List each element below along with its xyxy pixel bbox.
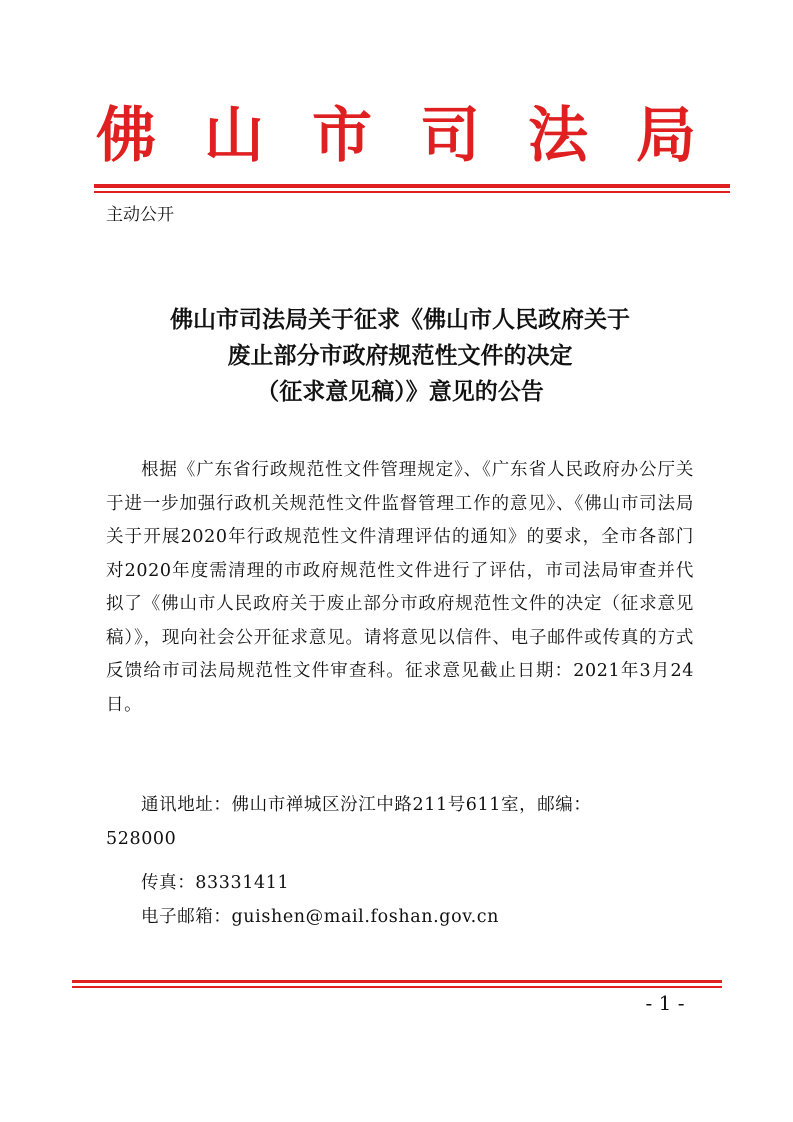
letterhead-char: 山 [204, 101, 264, 171]
contact-fax: 传真：83331411 [141, 873, 290, 893]
contact-address-block [106, 789, 694, 856]
title-line-2: 废止部分市政府规范性文件的决定 [227, 342, 573, 369]
contact-email: 电子邮箱：guishen@mail.foshan.gov.cn [141, 907, 500, 927]
letterhead-char: 法 [528, 101, 588, 171]
disclosure-label: 主动公开 [106, 205, 174, 225]
footer-rule-thin [72, 986, 722, 988]
body-paragraph: 根据《广东省行政规范性文件管理规定》、《广东省人民政府办公厅关于进一步加强行政机关规范性文件监督管理工作的意见》、《佛山市司法局关于开展2020年行政规范性文件清理评估的通知》的要求，全市各部门对2020年度需清理的市政府规范性文件进行了评估，市司法局审查并代拟了《佛山市人民政府关于废止部分市政府规范性文件的决定（征求意见稿）》，现向社会公开征求意见。请将意见以信件、电子邮件或传真的方式反馈给市司法局规范性文件审查科。征求意见截止日期：2021年3月24日。 [106, 460, 694, 715]
letterhead-char: 市 [312, 101, 372, 171]
contact-postcode: 528000 [106, 828, 177, 849]
page-number: - 1 - [645, 991, 685, 1015]
contact-fax-block [106, 867, 694, 901]
title-line-1: 佛山市司法局关于征求《佛山市人民政府关于 [170, 306, 630, 333]
footer-rule-thick [72, 980, 722, 983]
letterhead-char: 佛 [96, 101, 156, 171]
title-line-3: （征求意见稿）》意见的公告 [256, 378, 544, 405]
body-text [106, 454, 694, 722]
document-title [100, 302, 700, 410]
letterhead-title [96, 100, 696, 172]
contact-address: 通讯地址：佛山市禅城区汾江中路211号611室，邮编： [141, 795, 592, 815]
contact-email-block [106, 901, 694, 935]
letterhead-char: 局 [636, 101, 696, 171]
letterhead-rule-thick [94, 184, 730, 188]
letterhead-rule-thin [94, 191, 730, 193]
letterhead-char: 司 [420, 101, 480, 171]
